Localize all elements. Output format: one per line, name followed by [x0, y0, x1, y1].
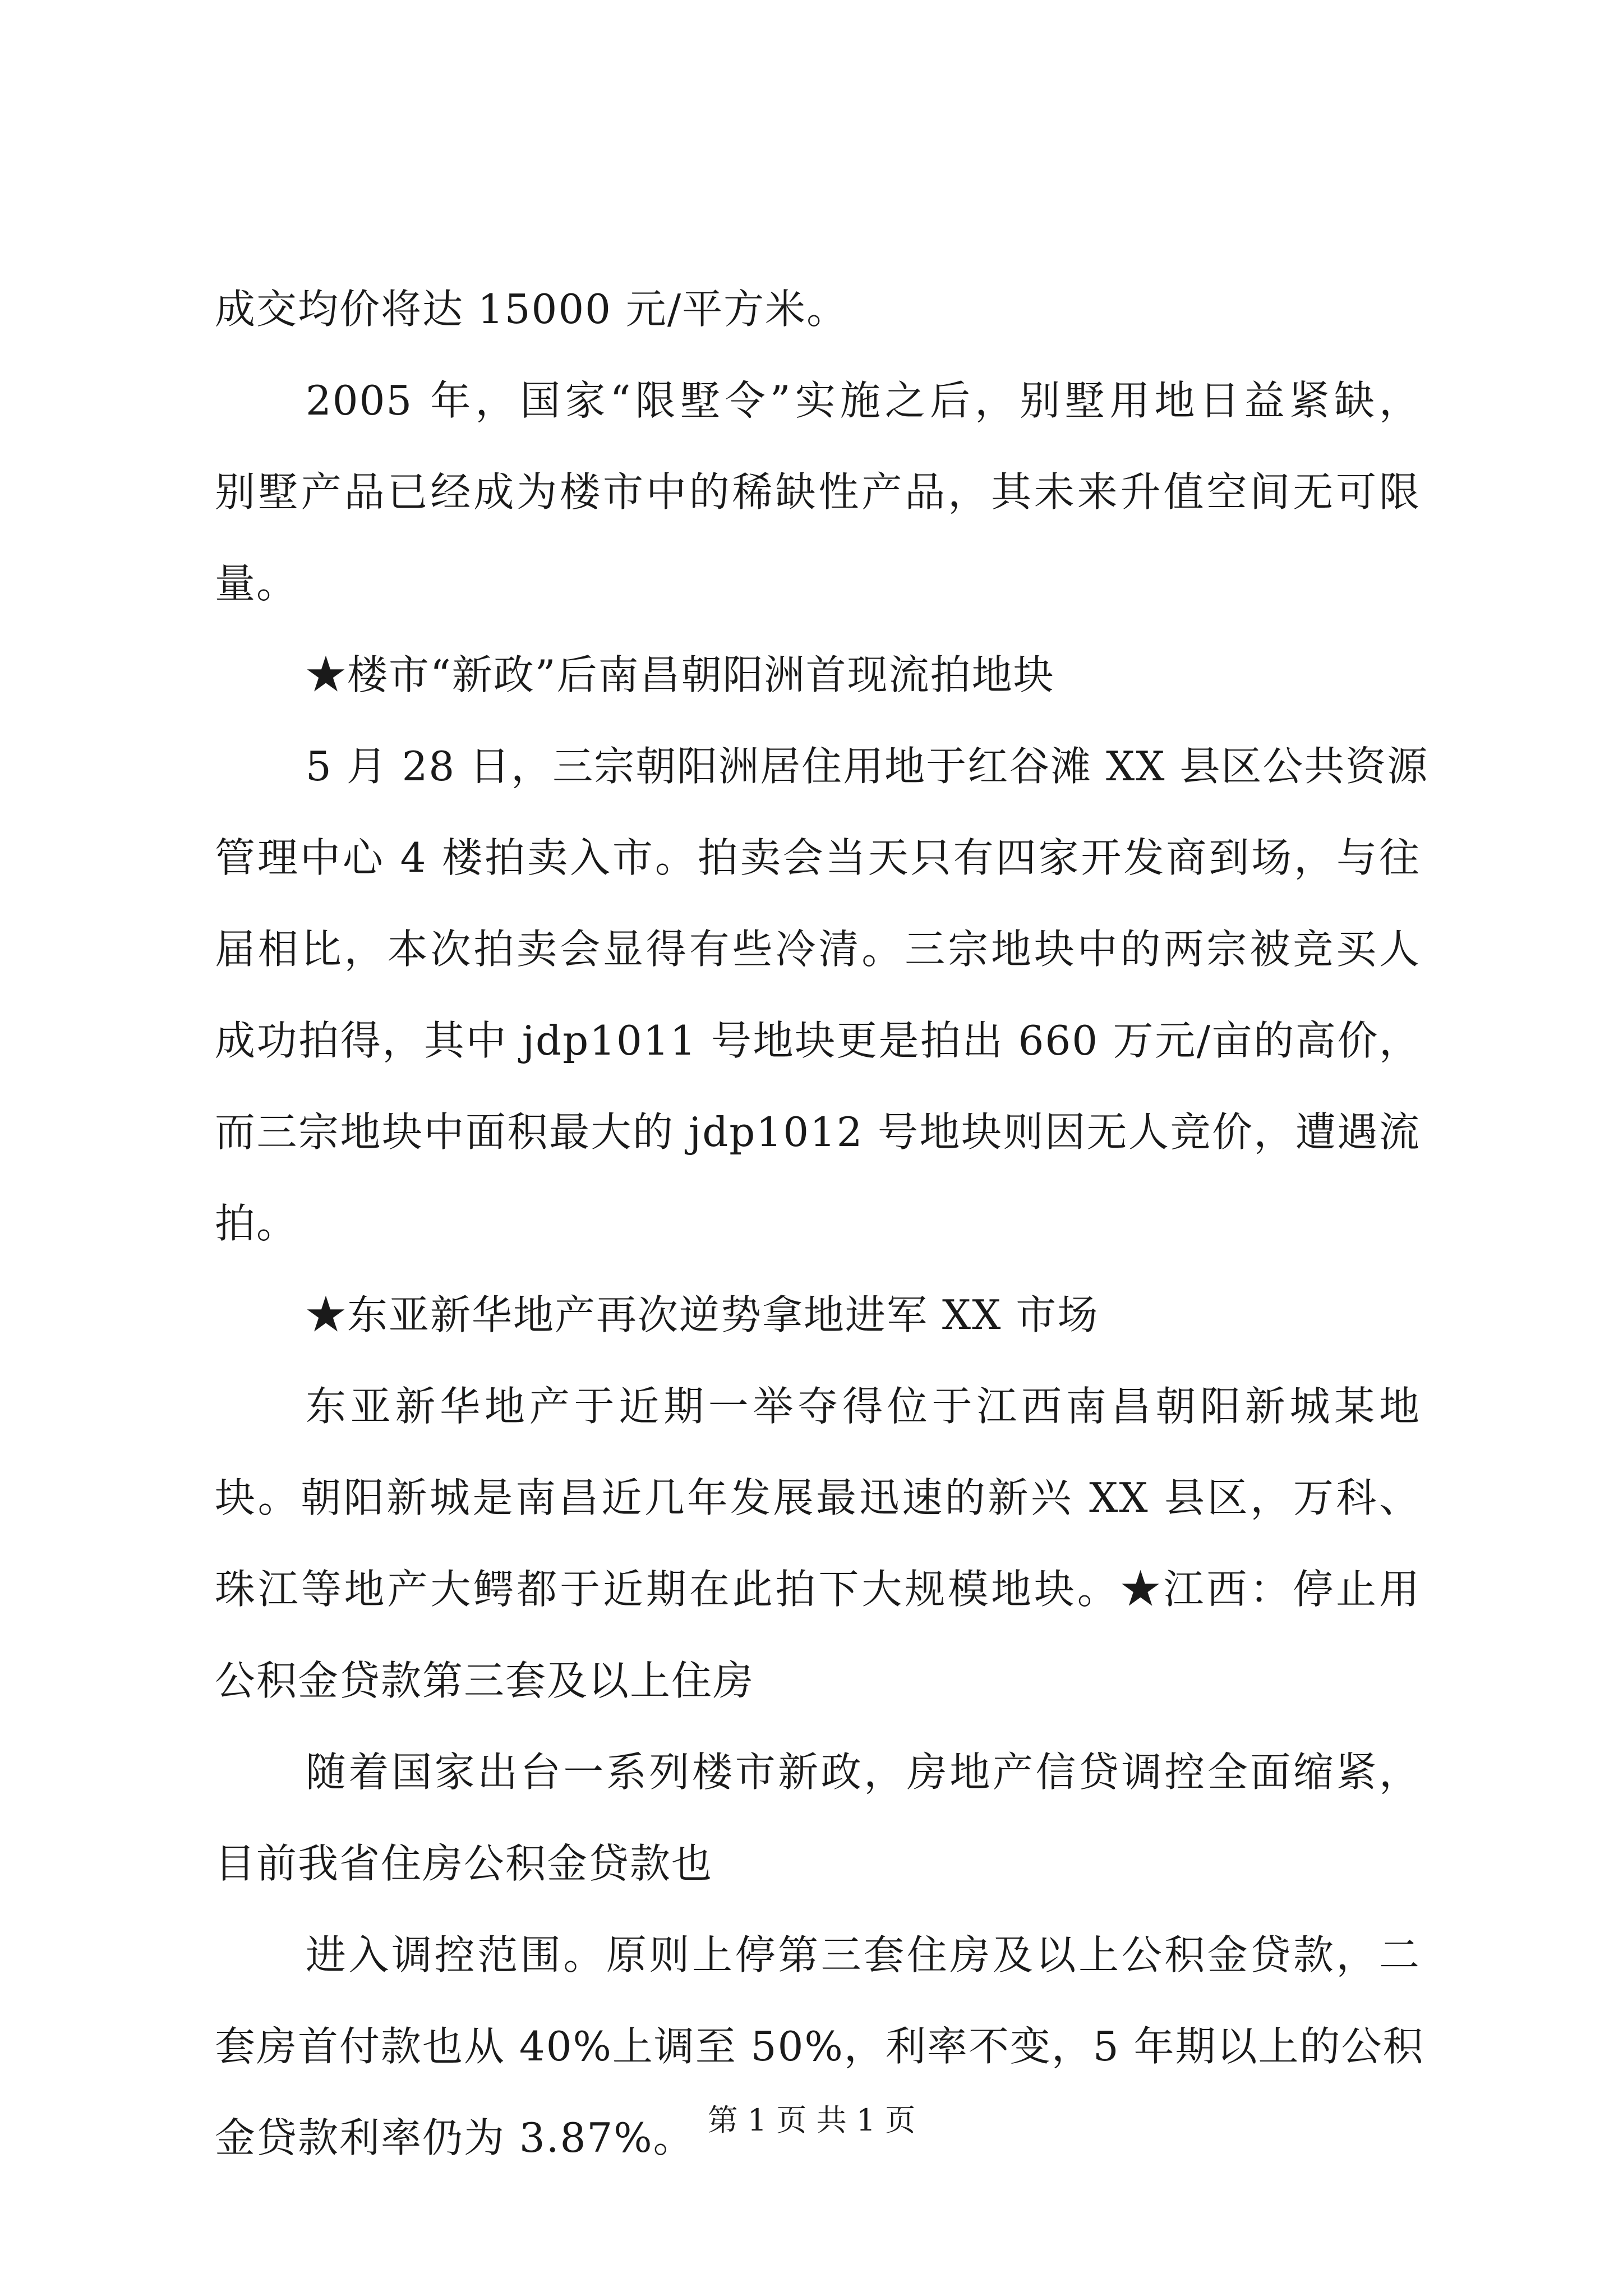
text-line: 金贷款利率仍为 3.87%。 [215, 2114, 695, 2161]
text-line: 别墅产品已经成为楼市中的稀缺性产品，其未来升值空间无可限 [215, 468, 1421, 516]
text-line: 随着国家出台一系列楼市新政，房地产信贷调控全面缩紧， [306, 1749, 1421, 1796]
text-line: 套房首付款也从 40%上调至 50%，利率不变，5 年期以上的公积 [215, 2023, 1424, 2070]
text-line: 量。 [215, 560, 298, 607]
text-line: 珠江等地产大鳄都于近期在此拍下大规模地块。★江西：停止用 [215, 1566, 1421, 1613]
text-line: 公积金贷款第三套及以上住房 [215, 1657, 755, 1704]
page-footer: 第 1 页 共 1 页 [707, 2102, 916, 2138]
section-heading: ★东亚新华地产再次逆势拿地进军 XX 市场 [306, 1291, 1099, 1338]
text-line: 而三宗地块中面积最大的 jdp1012 号地块则因无人竞价，遭遇流 [215, 1108, 1421, 1156]
text-line: 东亚新华地产于近期一举夺得位于江西南昌朝阳新城某地 [306, 1383, 1421, 1430]
text-line: 进入调控范围。原则上停第三套住房及以上公积金贷款，二 [306, 1931, 1421, 1978]
text-line: 拍。 [215, 1200, 298, 1247]
text-line: 2005 年，国家“限墅令”实施之后，别墅用地日益紧缺， [306, 377, 1421, 424]
section-heading: ★楼市“新政”后南昌朝阳洲首现流拍地块 [306, 651, 1055, 698]
text-line: 5 月 28 日，三宗朝阳洲居住用地于红谷滩 XX 县区公共资源 [306, 743, 1429, 790]
text-line: 届相比，本次拍卖会显得有些冷清。三宗地块中的两宗被竞买人 [215, 926, 1421, 973]
text-line: 管理中心 4 楼拍卖入市。拍卖会当天只有四家开发商到场，与往 [215, 834, 1421, 881]
text-line: 目前我省住房公积金贷款也 [215, 1840, 713, 1887]
text-line: 块。朝阳新城是南昌近几年发展最迅速的新兴 XX 县区，万科、 [215, 1474, 1421, 1521]
text-line: 成功拍得，其中 jdp1011 号地块更是拍出 660 万元/亩的高价， [215, 1017, 1421, 1064]
text-line: 成交均价将达 15000 元/平方米。 [215, 286, 849, 333]
document-body [215, 264, 1429, 2184]
